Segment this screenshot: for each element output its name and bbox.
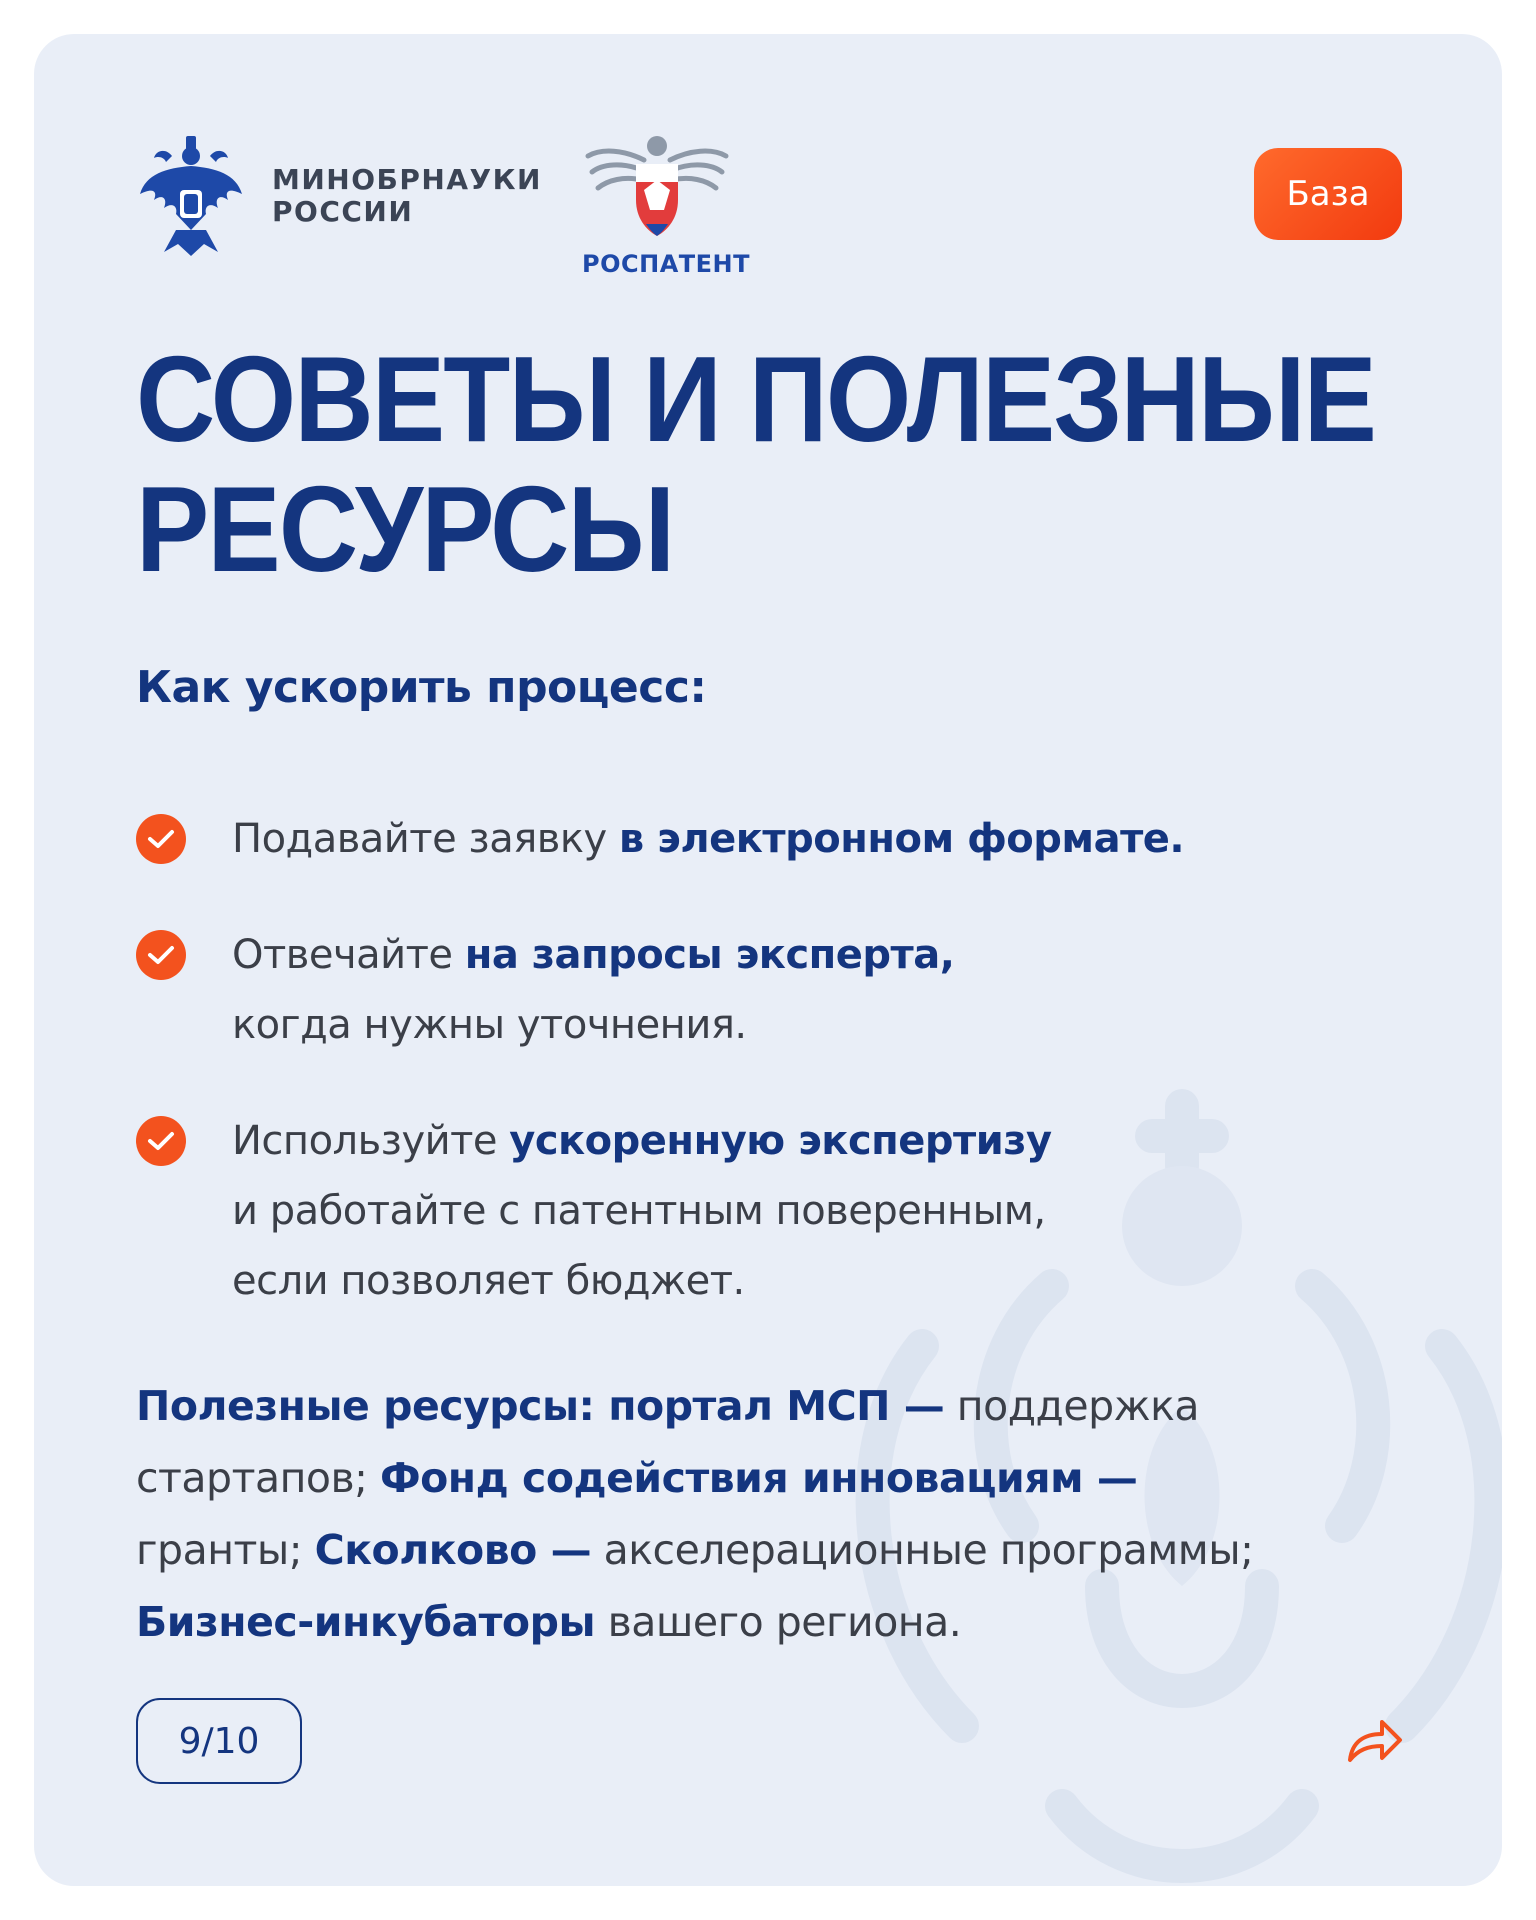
checkmark-icon <box>136 1116 186 1166</box>
tip-highlight: на запросы эксперта, <box>464 932 955 978</box>
page-title <box>136 331 1376 597</box>
resources-line <box>136 1442 1426 1514</box>
resources-paragraph <box>136 1370 1426 1658</box>
share-arrow-icon[interactable] <box>1344 1710 1406 1772</box>
list-item <box>136 920 1416 1060</box>
resources-highlight: Полезные ресурсы: портал МСП — <box>136 1382 945 1430</box>
resources-line <box>136 1370 1426 1442</box>
ministry-name-line1: МИНОБРНАУКИ <box>272 163 542 196</box>
page-indicator: 9/10 <box>136 1698 302 1784</box>
category-badge: База <box>1254 148 1402 240</box>
rospatent-emblem-icon <box>584 130 730 248</box>
ministry-name-line2: РОССИИ <box>272 195 414 228</box>
tip-highlight: ускоренную экспертизу <box>509 1118 1052 1164</box>
ministry-logo <box>136 134 542 258</box>
tips-list <box>136 804 1416 1362</box>
slide-card <box>34 34 1502 1886</box>
resources-text: акселерационные программы; <box>591 1526 1254 1574</box>
resources-line <box>136 1514 1426 1586</box>
resources-text: гранты; <box>136 1526 315 1574</box>
ministry-name <box>272 164 542 228</box>
tip-line <box>232 920 1416 990</box>
tip-text: Подавайте заявку <box>232 816 619 862</box>
checkmark-icon <box>136 814 186 864</box>
double-headed-eagle-icon <box>136 134 246 258</box>
page-title-line1: СОВЕТЫ И ПОЛЕЗНЫЕ <box>136 331 1376 467</box>
resources-text: поддержка <box>944 1382 1199 1430</box>
list-item <box>136 804 1416 874</box>
checkmark-icon <box>136 930 186 980</box>
tip-text: Используйте <box>232 1118 510 1164</box>
tip-line: и работайте с патентным поверенным, <box>232 1188 1046 1234</box>
tip-line <box>232 804 1416 874</box>
tip-line <box>232 1106 1416 1176</box>
resources-text: вашего региона. <box>595 1598 962 1646</box>
resources-highlight: Фонд содействия инновациям — <box>379 1454 1138 1502</box>
resources-highlight: Бизнес-инкубаторы <box>136 1598 596 1646</box>
tip-line: если позволяет бюджет. <box>232 1258 745 1304</box>
page-title-line2: РЕСУРСЫ <box>136 461 674 597</box>
tip-highlight: в электронном формате. <box>618 816 1185 862</box>
resources-text: стартапов; <box>136 1454 380 1502</box>
list-item <box>136 1106 1416 1316</box>
resources-line <box>136 1586 1426 1658</box>
rospatent-logo <box>582 130 750 278</box>
tip-line: когда нужны уточнения. <box>232 1002 747 1048</box>
rospatent-label: РОСПАТЕНТ <box>582 250 750 278</box>
section-subtitle: Как ускорить процесс: <box>136 662 707 713</box>
resources-highlight: Сколково — <box>314 1526 592 1574</box>
tip-text: Отвечайте <box>232 932 465 978</box>
